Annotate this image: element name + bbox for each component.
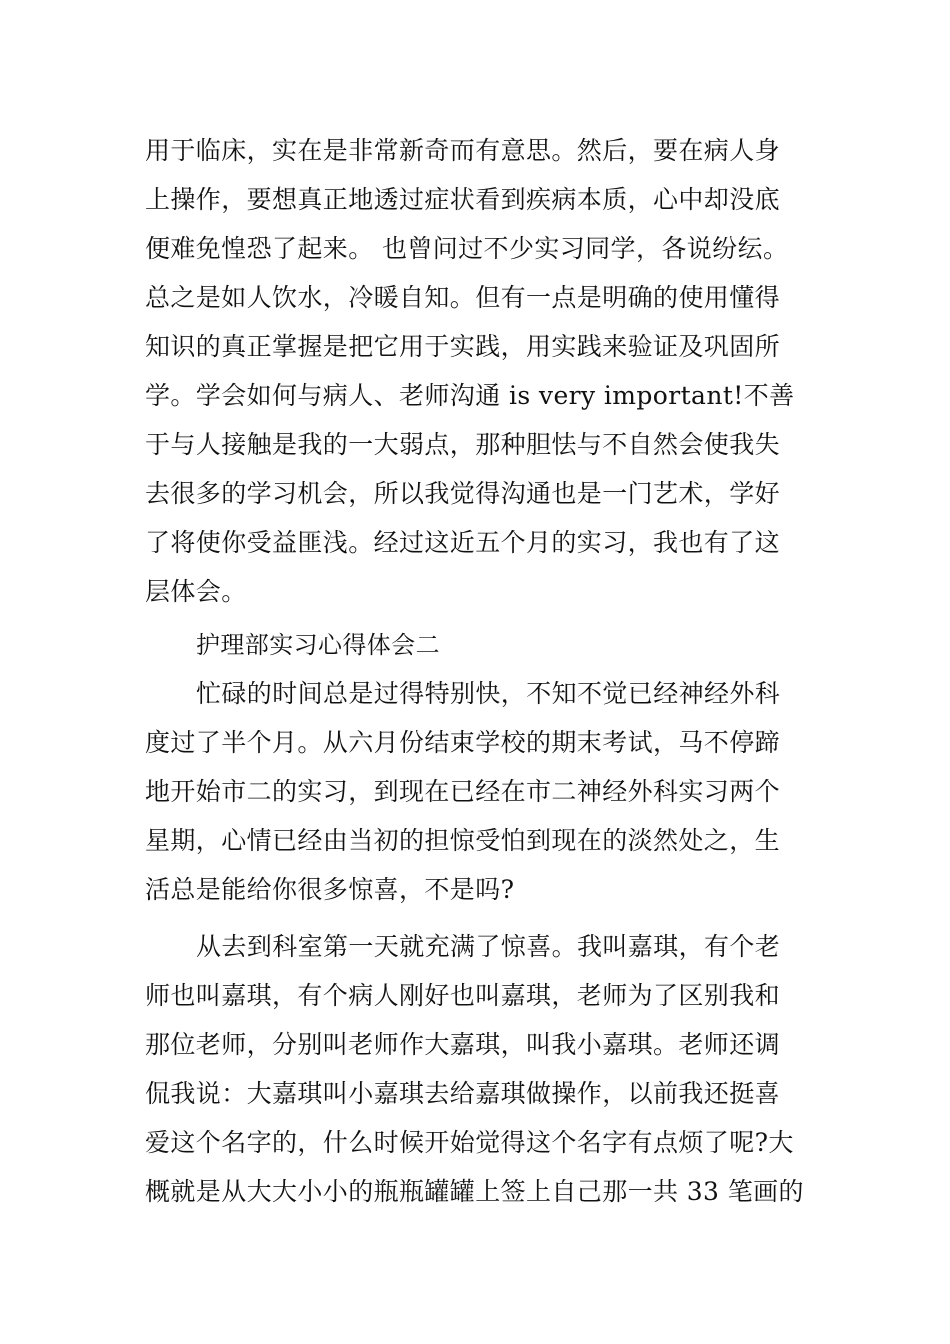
paragraph-line: 去很多的学习机会，所以我觉得沟通也是一门艺术，学好 — [145, 479, 781, 508]
paragraph-line: 上操作，要想真正地透过症状看到疾病本质，心中却没底 — [145, 185, 781, 214]
paragraph-line: 忙碌的时间总是过得特别快，不知不觉已经神经外科 — [196, 679, 781, 708]
paragraph-line: 于与人接触是我的一大弱点，那种胆怯与不自然会使我失 — [145, 430, 781, 459]
paragraph-line: 活总是能给你很多惊喜，不是吗? — [145, 875, 515, 904]
paragraph-line: 概就是从大大小小的瓶瓶罐罐上签上自己那一共 33 笔画的 — [145, 1177, 804, 1206]
paragraph-line: 用于临床，实在是非常新奇而有意思。然后，要在病人身 — [145, 136, 781, 165]
paragraph-line: 侃我说：大嘉琪叫小嘉琪去给嘉琪做操作，以前我还挺喜 — [145, 1079, 781, 1108]
section-heading: 护理部实习心得体会二 — [196, 631, 440, 659]
paragraph-line: 爱这个名字的，什么时候开始觉得这个名字有点烦了呢?大 — [145, 1128, 794, 1157]
paragraph-line: 从去到科室第一天就充满了惊喜。我叫嘉琪，有个老 — [196, 932, 781, 961]
paragraph-line: 总之是如人饮水，冷暖自知。但有一点是明确的使用懂得 — [145, 283, 781, 312]
paragraph-line: 地开始市二的实习，到现在已经在市二神经外科实习两个 — [145, 777, 781, 806]
paragraph-line: 那位老师，分别叫老师作大嘉琪，叫我小嘉琪。老师还调 — [145, 1030, 781, 1059]
paragraph-line: 便难免惶恐了起来。 也曾问过不少实习同学，各说纷纭。 — [145, 234, 789, 263]
paragraph-line: 师也叫嘉琪，有个病人刚好也叫嘉琪，老师为了区别我和 — [145, 981, 781, 1010]
paragraph-line: 星期，心情已经由当初的担惊受怕到现在的淡然处之，生 — [145, 826, 781, 855]
paragraph-line: 了将使你受益匪浅。经过这近五个月的实习，我也有了这 — [145, 528, 781, 557]
paragraph-line: 度过了半个月。从六月份结束学校的期末考试，马不停蹄 — [145, 728, 781, 757]
paragraph-line: 学。学会如何与病人、老师沟通 is very important!不善 — [145, 381, 795, 410]
paragraph-line: 层体会。 — [145, 577, 247, 606]
paragraph-line: 知识的真正掌握是把它用于实践，用实践来验证及巩固所 — [145, 332, 781, 361]
